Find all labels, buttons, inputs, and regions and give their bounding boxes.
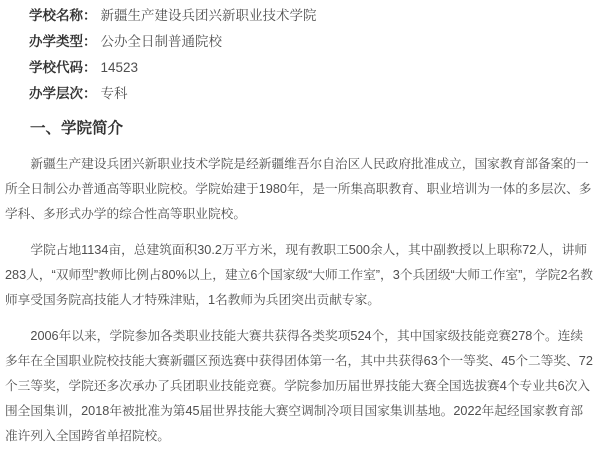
school-level-row xyxy=(29,81,595,107)
school-info-block xyxy=(29,3,595,107)
school-code-value: 14523 xyxy=(100,60,139,75)
intro-paragraph-1: 新疆生产建设兵团兴新职业技术学院是经新疆维吾尔自治区人民政府批准成立，国家教育部备案的一所全日制公办普通高等职业院校。学院始建于1980年，是一所集高职教育、职业培训为一体的多层次、多学科、多形式办学的综合性高等职业院校。 xyxy=(5,157,592,221)
school-code-row xyxy=(29,55,595,81)
school-level-value: 专科 xyxy=(100,86,128,101)
school-type-row xyxy=(29,29,595,55)
intro-paragraph-3: 2006年以来，学院参加各类职业技能大赛共获得各类奖项524个，其中国家级技能竞赛278个。连续多年在全国职业院校技能大赛新疆区预选赛中获得团体第一名，其中共获得63个一等奖、45个二等奖、72个三等奖，学院还多次承办了兵团职业技能竞赛。学院参加历届世界技能大赛全国选拔赛4个专业共6次入围全国集训，2018年被批准为第45届世界技能大赛空调制冷项目国家集训基地。2022年起经国家教育部准许列入全国跨省单招院校。 xyxy=(5,329,593,443)
school-name-row xyxy=(29,3,595,29)
school-level-label: 办学层次： xyxy=(29,86,97,101)
school-name-value: 新疆生产建设兵团兴新职业技术学院 xyxy=(100,8,317,23)
school-name-label: 学校名称： xyxy=(29,8,97,23)
school-code-label: 学校代码： xyxy=(29,60,97,75)
section-heading: 一、学院简介 xyxy=(30,120,124,137)
intro-paragraph-2: 学院占地1134亩，总建筑面积30.2万平方米，现有教职工500余人，其中副教授以上职称72人，讲师283人，“双师型”教师比例占80%以上，建立6个国家级“大师工作室”，3个兵团级“大师工作室”，学院2名教师享受国务院高技能人才特殊津贴，1名教师为兵团突出贡献专家。 xyxy=(5,243,593,307)
school-type-value: 公办全日制普通院校 xyxy=(100,34,222,49)
school-type-label: 办学类型： xyxy=(29,34,97,49)
